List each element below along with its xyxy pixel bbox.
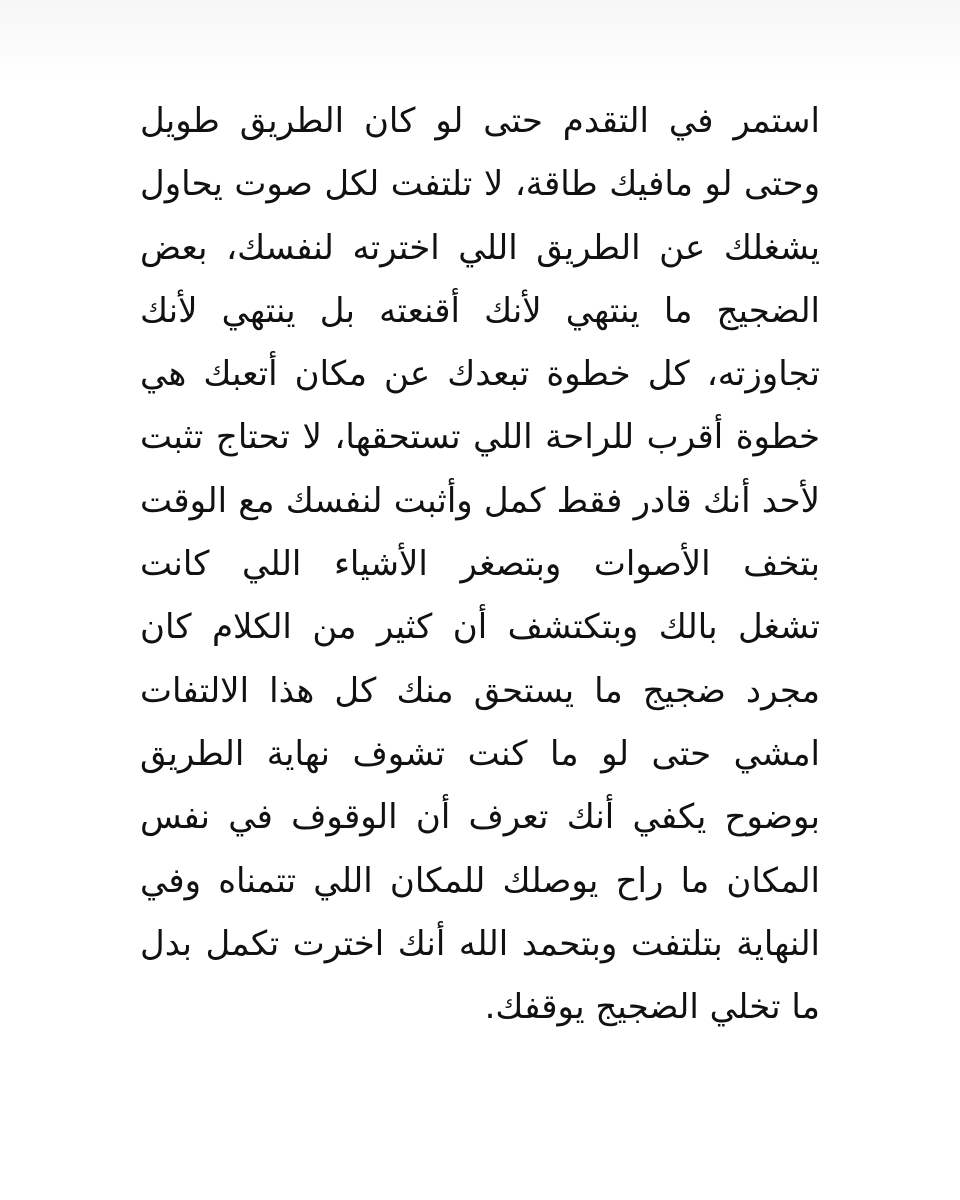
text-line: وحتى لو مافيك طاقة، لا تلتفت لكل صوت يحاول — [140, 164, 820, 205]
text-line: يشغلك عن الطريق اللي اخترته لنفسك، بعض — [140, 227, 820, 268]
text-line: امشي حتى لو ما كنت تشوف نهاية الطريق — [140, 733, 820, 774]
text-line-last: ما تخلي الضجيج يوقفك. — [484, 987, 820, 1028]
text-line: لأحد أنك قادر فقط كمل وأثبت لنفسك مع الوقت — [140, 480, 820, 521]
arabic-paragraph — [140, 90, 820, 1039]
text-line: تجاوزته، كل خطوة تبعدك عن مكان أتعبك هي — [140, 354, 820, 395]
text-line: المكان ما راح يوصلك للمكان اللي تتمناه وفي — [140, 860, 820, 901]
text-line: بوضوح يكفي أنك تعرف أن الوقوف في نفس — [140, 797, 820, 838]
text-line: مجرد ضجيج ما يستحق منك كل هذا الالتفات — [140, 670, 820, 711]
text-line: بتخف الأصوات وبتصغر الأشياء اللي كانت — [140, 544, 820, 585]
top-shade — [0, 0, 960, 78]
text-line: استمر في التقدم حتى لو كان الطريق طويل — [140, 101, 820, 141]
text-line: خطوة أقرب للراحة اللي تستحقها، لا تحتاج تثبت — [140, 417, 820, 458]
text-line: تشغل بالك وبتكتشف أن كثير من الكلام كان — [140, 607, 820, 648]
text-line: النهاية بتلتفت وبتحمد الله أنك اخترت تكمل بدل — [140, 923, 820, 964]
text-line: الضجيج ما ينتهي لأنك أقنعته بل ينتهي لأنك — [140, 290, 820, 331]
